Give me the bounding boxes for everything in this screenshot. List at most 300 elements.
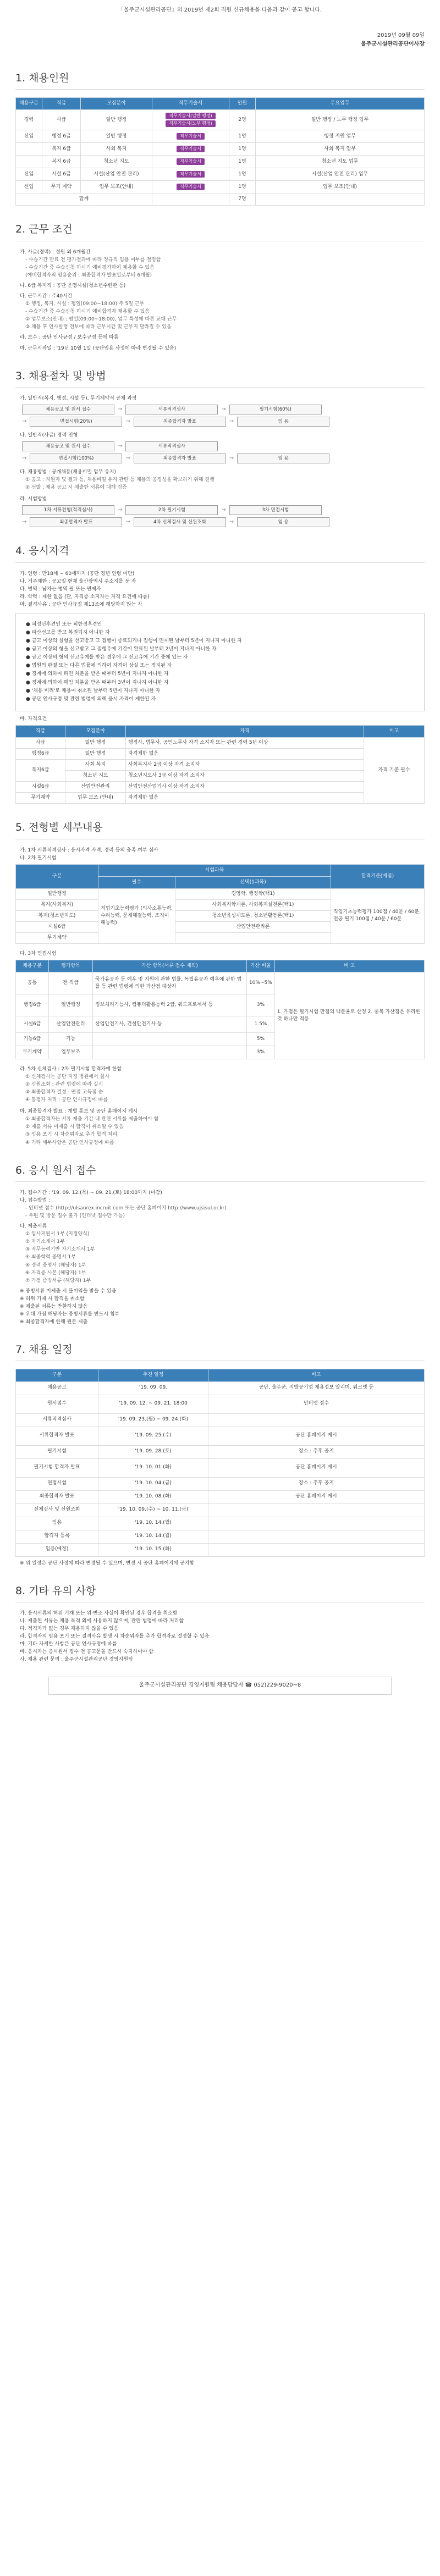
text-line: 바. 자격요건: [20, 716, 47, 722]
cell: 일반 행정: [81, 110, 152, 130]
table-row: [16, 1427, 425, 1445]
cell: 임용(예정): [16, 1543, 98, 1556]
process-row: [22, 517, 425, 527]
cell: 채용공고: [16, 1381, 98, 1395]
cell: 사회 복지: [65, 759, 126, 770]
cell: 행정6급: [16, 994, 49, 1016]
cell: 면접시험: [16, 1477, 98, 1490]
text-line: ④ 동점자 처리 : 공단 인사규정에 따름: [25, 1097, 108, 1103]
process-step: 임 용: [237, 454, 329, 463]
cell: [208, 1517, 425, 1530]
text-line: 나. 제출된 서류는 채용 목적 외에 사용하지 않으며, 관련 법령에 따라 처리함: [20, 1618, 184, 1624]
table-row: [16, 1477, 425, 1490]
text-line: 다. 3차 면접시험: [20, 951, 57, 957]
text-line: 다. 제출서류: [20, 1224, 47, 1230]
table-row: [16, 156, 425, 168]
cell: 원서접수: [16, 1395, 98, 1413]
text-line: ③ 채용 후 인사발령 전보에 따라 근무시간 및 근무지 달라질 수 있음: [25, 324, 172, 330]
text-line: ④ 기타 세부사항은 공단 인사규정에 따름: [25, 1140, 114, 1146]
text-line: - 우편 및 방문 접수 불가 (인터넷 접수만 가능): [25, 1213, 125, 1219]
header-cell: 주요업무: [256, 98, 425, 110]
section-title: 7. 채용 일정: [15, 1342, 425, 1362]
cell: 청소년육성제도론, 청소년활동론(택1): [175, 910, 331, 921]
text-line: ④ 최종학력 증명서 1부: [25, 1254, 76, 1261]
note-line: ※ 제출된 서류는 반환하지 않음: [20, 1303, 88, 1309]
process-step: 4차 신체검사 및 신원조회: [134, 517, 226, 527]
text-line: 나. 접수방법 :: [20, 1198, 51, 1204]
cell: 복지 6급: [42, 156, 81, 168]
section-title: 6. 응시 원서 접수: [15, 1163, 425, 1182]
text-line: 라. 합격자의 임용 포기 또는 결격사유 발생 시 차순위자를 추가 합격자로 결정할 수 있음: [20, 1634, 210, 1640]
org-name: 울주군시설관리공단이사장: [361, 41, 425, 47]
table-row: [16, 748, 425, 759]
cell: 시설 6급: [42, 168, 81, 181]
process-row: [22, 454, 425, 463]
cell: 전 직급: [49, 972, 93, 994]
cell: 1명: [229, 156, 256, 168]
cell: [152, 194, 229, 206]
cell: 복지 6급: [42, 143, 81, 156]
table-header-row: [16, 98, 425, 110]
cell: [93, 1046, 247, 1059]
cell: 청소년지도사 3급 이상 자격 소지자: [126, 770, 364, 781]
cell: '19. 09. 25.(수): [98, 1427, 208, 1445]
process-row: [22, 505, 425, 515]
process-step: 2차 필기시험: [125, 505, 218, 515]
contact-box: 울주군시설관리공단 경영지원팀 채용담당자 ☎ 052)229-9020~8: [48, 1677, 392, 1695]
section-application: [15, 1163, 425, 1326]
text-line: - 인터넷 접수 (http://ulsanrex.incruit.com 또는 공단 홈페이지 http://www.ujsisul.or.kr): [25, 1206, 227, 1212]
cell: 업무보조: [49, 1046, 93, 1059]
cell: 청소년 지도: [81, 156, 152, 168]
cell: 복지(청소년지도): [16, 910, 98, 921]
bullet-item: ● 징계에 의하여 파면 처분을 받은 때부터 5년이 지나지 아니한 자: [26, 671, 169, 677]
bullet-item: ● 피성년후견인 또는 피한정후견인: [26, 622, 102, 628]
cell: 장소 : 추후 공지: [208, 1445, 425, 1458]
table-row: [16, 181, 425, 194]
section-eligibility: [15, 544, 425, 804]
cell: 시설(산업 안전 관리): [81, 168, 152, 181]
text-line: - 수습기간 중 수습신청 하시기 예비합격자 채용할 수 있음: [25, 309, 150, 315]
cell: 산업안전관리: [49, 1016, 93, 1033]
header-cell: 필수: [98, 876, 175, 888]
cell: '19. 09. 09.: [98, 1381, 208, 1395]
intro-text: 「울주군시설관리공단」의 2019년 제2회 직원 신규채용을 다음과 같이 공고 합니다.: [118, 7, 322, 13]
cell: '19. 09. 28.(토): [98, 1445, 208, 1458]
table-row: [16, 1381, 425, 1395]
table-row: [16, 888, 425, 899]
section-title: 3. 채용절차 및 방법: [15, 369, 425, 388]
table-row: [16, 130, 425, 143]
text-line: ① 공고 : 지원자 및 결과 등, 채용비밀 유지 관련 등 채용의 공정성을 확보하기 위해 진행: [25, 477, 215, 483]
arrow-icon: →: [118, 507, 123, 513]
arrow-icon: →: [125, 519, 130, 526]
table-row: [16, 1490, 425, 1503]
bullet-item: ● 금고 이상의 형의 선고유예를 받은 경우에 그 선고유예 기간 중에 있는 자: [26, 655, 188, 661]
bullet-item: ● 금고 이상의 실형을 선고받고 그 집행이 종료되거나 집행이 면제된 날부터 5년이 지나지 아니한 자: [26, 638, 242, 644]
text-line: 사. 채용 관련 문의 : 울주군시설관리공단 경영지원팀: [20, 1657, 133, 1663]
job-desc-link[interactable]: 직무기술서: [177, 158, 205, 165]
text-line: 가. 사급(경력) : 정원 외 6개월간: [20, 250, 91, 256]
arrow-icon: →: [125, 418, 130, 424]
section-recruitment: [15, 71, 425, 206]
cell: '19. 10. 08.(화): [98, 1490, 208, 1503]
arrow-icon: →: [22, 418, 27, 424]
cell: 청소년 지도 업무: [256, 156, 425, 168]
header-cell: 추진 일정: [98, 1369, 208, 1381]
cell: 직업기초능력평가 100점 / 40문 / 60분, 전공 필기 100점 / 40문 / 60분: [331, 888, 425, 943]
text-line: 다. 병역 : 남자는 병역 필 또는 면제자: [20, 587, 101, 593]
header-cell: 비고: [208, 1369, 425, 1381]
disqualification-box: [15, 613, 425, 711]
cell: 공통: [16, 972, 49, 994]
cell: 일반 행정: [81, 130, 152, 143]
note-line: ※ 우대 가점 해당자는 증빙서류를 반드시 첨부: [20, 1311, 120, 1317]
text-line: 라. 보수 : 공단 인사규정 / 보수규정 등에 따름: [20, 335, 119, 341]
cell: 필기시험: [16, 1445, 98, 1458]
process-step: 임 용: [237, 417, 329, 427]
job-desc-link[interactable]: 직무기술서: [177, 184, 205, 190]
section-title: 2. 근무 조건: [15, 222, 425, 241]
table-row: [16, 1503, 425, 1517]
process-step: 채용공고 및 원서 접수: [22, 405, 114, 414]
text-line: 바. 응시자는 응시원서 접수 전 공고문을 반드시 숙지하여야 함: [20, 1649, 154, 1655]
cell: 행정 6급: [42, 130, 81, 143]
process-step: 서류적격심사: [125, 441, 218, 451]
process-step: 최종합격자 발표: [134, 454, 226, 463]
table-row: [16, 1445, 425, 1458]
cell: 장소 : 추후 공지: [208, 1477, 425, 1490]
text-line: ② 선발 : 채용 공고 시 제출한 서류에 대해 검증: [25, 485, 127, 491]
cell: 시설6급: [16, 1016, 49, 1033]
section-title: 8. 기타 유의 사항: [15, 1584, 425, 1603]
table-row: [16, 1413, 425, 1427]
cell: 일반행정: [49, 994, 93, 1016]
cell: 공단 홈페이지 게시: [208, 1458, 425, 1477]
cell: 3%: [247, 1046, 275, 1059]
cell: 신입: [16, 181, 42, 194]
text-line: ⑦ 가점 증빙서류 (해당자) 1부: [25, 1278, 91, 1284]
arrow-icon: →: [221, 406, 226, 412]
table-row: [16, 770, 425, 781]
table-row: [16, 168, 425, 181]
cell: 복지(사회복지): [16, 899, 98, 910]
header-cell: 합격기준(배점): [331, 864, 425, 888]
cell: 일반 행정: [65, 737, 126, 748]
text-line: 라. 학력 : 제한 없음 (단, 자격증 소지자는 자격 요건에 따름): [20, 594, 150, 600]
cell: 일반 행정 / 노무 행정 업무: [256, 110, 425, 130]
cell: '19. 10. 14.(월): [98, 1530, 208, 1543]
cell: 사회 복지 업무: [256, 143, 425, 156]
text-line: ② 업무보조(안내) : 평일(09:00~18:00), 업무 특성에 따른 교대 근무: [25, 317, 177, 323]
cell: 일반 행정: [65, 748, 126, 759]
section-title: 5. 전형별 세부내용: [15, 820, 425, 839]
cell: 산업안전관리: [65, 781, 126, 792]
cell: 인터넷 접수: [208, 1395, 425, 1413]
text-line: 마. 근무시작일 : '19년 10월 1일 (공단임용 사정에 따라 변경될 수 있음): [20, 345, 177, 351]
table-row: [16, 1517, 425, 1530]
cell: [175, 932, 331, 943]
process-step: 채용공고 및 원서 접수: [22, 441, 114, 451]
total-row: [16, 194, 425, 206]
cell: [256, 194, 425, 206]
note-line: ※ 증빙서류 미제출 시 불이익을 받을 수 있음: [20, 1288, 117, 1294]
text-line: 라. 5차 신체검사 : 2차 필기시험 합격자에 한함: [20, 1066, 122, 1073]
text-line: 가. 접수기간 : '19. 09. 12.(목) ~ 09. 21.(토) 18:00까지 (마감): [20, 1190, 162, 1196]
process-step: 서류적격심사: [125, 405, 218, 414]
arrow-icon: →: [229, 519, 234, 526]
header-cell: 인원: [229, 98, 256, 110]
header-cell: 구분: [16, 1369, 98, 1381]
text-line: ① 신체검사는 공단 지정 병원에서 실시: [25, 1074, 109, 1080]
table-header-row: [16, 1369, 425, 1381]
text-line: 다. 근무시간 : 주40시간: [20, 294, 73, 300]
cell: 시설6급: [16, 781, 65, 792]
exam-table: [15, 864, 425, 944]
bullet-item: ● 법원의 판결 또는 다른 법률에 의하여 자격이 상실 또는 정지된 자: [26, 663, 172, 669]
cell: 서류적격심사: [16, 1413, 98, 1427]
header-cell: 채용구분: [16, 98, 42, 110]
cell: '19. 10. 04.(금): [98, 1477, 208, 1490]
arrow-icon: →: [118, 406, 123, 412]
text-line: 마. 최종합격자 발표 : 개별 통보 및 공단 홈페이지 게시: [20, 1109, 138, 1115]
note-line: ※ 허위 기재 시 합격을 취소함: [20, 1296, 85, 1302]
header-cell: 시험과목: [98, 864, 331, 876]
header-cell: 모집분야: [81, 98, 152, 110]
total-count: 7명: [229, 194, 256, 206]
table-header-row: [16, 864, 425, 876]
cell: 사급: [42, 110, 81, 130]
header-cell: 구분: [16, 864, 98, 888]
total-label: 합계: [16, 194, 152, 206]
cell: 1명: [229, 130, 256, 143]
header-cell: 모집분야: [65, 725, 126, 737]
text-line: 나. 2차 필기시험: [20, 855, 57, 861]
text-line: - 수습기간 만료 전 평가결과에 따라 정규직 임용 여부를 결정함: [25, 257, 161, 263]
text-line: ② 신원조회 : 관련 법령에 따라 실시: [25, 1082, 103, 1088]
cell: 사급: [16, 737, 65, 748]
cell: '19. 10. 15.(화): [98, 1543, 208, 1556]
cell: [152, 181, 229, 194]
cell: 시설(산업 안전 관리) 업무: [256, 168, 425, 181]
date-block: [15, 31, 425, 49]
qualification-table: [15, 725, 425, 804]
table-row: [16, 759, 425, 770]
cell: 10%~5%: [247, 972, 275, 994]
cell: 사회 복지: [81, 143, 152, 156]
job-desc-link[interactable]: 직무기술서(노무 행정): [166, 120, 215, 127]
header-cell: 비고: [364, 725, 425, 737]
cell: 기능: [49, 1033, 93, 1046]
text-line: ① 입사지원서 1부 (지정양식): [25, 1231, 90, 1237]
header-cell: 비 고: [274, 960, 424, 972]
cell: 산업안전관리론: [175, 921, 331, 932]
process-row: [22, 417, 425, 427]
text-line: ③ 최종합격자 결정 : 면접 고득점 순: [25, 1090, 103, 1096]
cell: 3%: [247, 994, 275, 1016]
text-line: 가. 일반직(복지, 행정, 시설 등), 무기계약직 공채 과정: [20, 396, 137, 402]
cell: 경력: [16, 110, 42, 130]
process-step: 최종합격자 발표: [30, 517, 122, 527]
cell: 서류합격자 발표: [16, 1427, 98, 1445]
job-desc-link[interactable]: 직무기술서(일반 행정): [166, 113, 215, 119]
section-screening: [15, 820, 425, 1147]
text-line: ⑤ 경력 증명서 (해당자) 1부: [25, 1262, 86, 1268]
cell: '19. 10. 01.(화): [98, 1458, 208, 1477]
text-line: 다. 적격자가 없는 경우 채용하지 않을 수 있음: [20, 1626, 119, 1632]
arrow-icon: →: [22, 455, 27, 461]
cell: 공단, 울주군, 지방공기업 채용정보 알리미, 워크넷 등: [208, 1381, 425, 1395]
cell: 정보처리기능사, 컴퓨터활용능력 2급, 워드프로세서 등: [93, 994, 247, 1016]
section-title: 1. 채용인원: [15, 71, 425, 90]
text-line: 나. 일반직(사급) 경력 전형: [20, 433, 78, 439]
header-cell: 직급: [16, 725, 65, 737]
cell: 행정6급: [16, 748, 65, 759]
process-row: [22, 405, 425, 414]
arrow-icon: →: [229, 418, 234, 424]
cell: [208, 1503, 425, 1517]
cell: 청소년 지도: [65, 770, 126, 781]
cell: '19. 10. 14.(월): [98, 1517, 208, 1530]
cell: [16, 156, 42, 168]
cell: 일반행정: [16, 888, 98, 899]
header-cell: 가산 비율: [247, 960, 275, 972]
cell: 무기계약: [16, 792, 65, 803]
cell: 사회복지학개론, 사회복지실천론(택1): [175, 899, 331, 910]
recruit-table: [15, 97, 425, 206]
process-step: 3차 면접시험: [229, 505, 322, 515]
cell: 사회복지사 2급 이상 자격 소지자: [126, 759, 364, 770]
cell: '19. 10. 09.(수) ~ 10. 11.(금): [98, 1503, 208, 1517]
text-line: ① 행정, 복지, 시설 : 평일(09:00~18:00) 주 5일 근무: [25, 301, 145, 307]
bullet-item: ● 금고 이상의 형을 선고받고 그 집행유예 기간이 완료된 날부터 2년이 지나지 아니한 자: [26, 646, 217, 653]
note-line: ※ 위 일정은 공단 사정에 따라 변경될 수 있으며, 변경 시 공단 홈페이지에 공지함: [20, 1560, 195, 1566]
text-line: 다. 채용방법 : 공개채용(채용비밀 업무 유지): [20, 469, 117, 476]
arrow-icon: →: [125, 455, 130, 461]
cell: 1. 가점은 필기시험 만점의 백분율로 산정 2. 중복 가산점은 유리한 것 하나만 적용: [274, 972, 424, 1059]
table-row: [16, 1458, 425, 1477]
table-row: [16, 792, 425, 803]
cell: 공단 홈페이지 게시: [208, 1490, 425, 1503]
cell: 국가유공자 등 예우 및 지원에 관한 법률, 독립유공자 예우에 관한 법률 등 관련 법령에 의한 가산점 대상자: [93, 972, 247, 994]
cell: 1명: [229, 168, 256, 181]
cell: 5%: [247, 1033, 275, 1046]
cell: 필기시험 합격자 발표: [16, 1458, 98, 1477]
cell: [152, 168, 229, 181]
text-line: 마. 기타 자세한 사항은 공단 인사규정에 따름: [20, 1641, 117, 1648]
arrow-icon: →: [229, 455, 234, 461]
job-desc-link[interactable]: 직무기술서: [177, 146, 205, 152]
table-row: [16, 143, 425, 156]
cell: 자격 기준 필수: [364, 737, 425, 803]
cell: 신입: [16, 168, 42, 181]
cell: 신체검사 및 신원조회: [16, 1503, 98, 1517]
table-row: [16, 1530, 425, 1543]
section-work-conditions: [15, 222, 425, 352]
cell: 합격자 등록: [16, 1530, 98, 1543]
text-line: ③ 직무능력기반 자기소개서 1부: [25, 1247, 95, 1253]
text-line: (예비합격자의 임용순위 : 최종합격자 발표일로부터 6개월): [25, 273, 152, 279]
cell: [16, 143, 42, 156]
cell: [208, 1543, 425, 1556]
text-line: 나. 6급 복지직 : 공단 운영시설(청소년수련관 등): [20, 283, 126, 289]
cell: 기능6급: [16, 1033, 49, 1046]
arrow-icon: →: [221, 507, 226, 513]
arrow-icon: →: [118, 443, 123, 449]
schedule-table: [15, 1369, 425, 1556]
text-line: 가. 연령 : 만18세 ~ 60세까지 (공단 정년 연령 미만): [20, 571, 135, 577]
cell: [152, 156, 229, 168]
cell: [208, 1413, 425, 1427]
table-row: [16, 737, 425, 748]
cell: 행정사, 법무사, 공인노무사 자격 소지자 또는 관련 경력 5년 이상: [126, 737, 364, 748]
cell: [152, 143, 229, 156]
job-desc-link[interactable]: 직무기술서: [177, 133, 205, 140]
process-step: 1차 서류전형(적격심사): [22, 505, 114, 515]
cell: 무기계약: [16, 932, 98, 943]
table-header-row: [16, 960, 425, 972]
table-row: [16, 972, 425, 994]
table-row: [16, 1395, 425, 1413]
cell: 경영학, 행정학(택1): [175, 888, 331, 899]
cell: [208, 1530, 425, 1543]
text-line: 나. 거주제한 : 공고일 현재 울산광역시 주소지를 둔 자: [20, 579, 136, 584]
cell: 임용: [16, 1517, 98, 1530]
process-row: [22, 441, 425, 451]
cell: 무기계약: [16, 1046, 49, 1059]
bullet-item: ● 공단 인사규정 및 관련 법령에 의해 응시 자격이 제한된 자: [26, 696, 156, 702]
note-line: ※ 최종합격자에 한해 원본 제출: [20, 1319, 88, 1325]
job-desc-link[interactable]: 직무기술서: [177, 171, 205, 178]
cell: 신입: [16, 130, 42, 143]
cell: 1.5%: [247, 1016, 275, 1033]
header-cell: 평가항목: [49, 960, 93, 972]
arrow-icon: →: [22, 519, 27, 526]
cell: 2명: [229, 110, 256, 130]
text-line: 라. 시험방법: [20, 496, 47, 502]
section-schedule: [15, 1342, 425, 1567]
cell: 자격제한 없음: [126, 792, 364, 803]
header-cell: 선택(1과목): [175, 876, 331, 888]
announce-date: 2019년 09월 09일: [377, 32, 425, 38]
cell: [152, 130, 229, 143]
cell: 산업안전기사, 건설안전기사 등: [93, 1016, 247, 1033]
cell: 업무 보조 (안내): [65, 792, 126, 803]
cell: 업무 보조(안내): [81, 181, 152, 194]
cell: 무기 계약: [42, 181, 81, 194]
text-line: 마. 결격사유 : 공단 인사규정 제13조에 해당하지 않는 자: [20, 602, 142, 608]
cell: 산업안전산업기사 이상 자격 소지자: [126, 781, 364, 792]
table-row: [16, 781, 425, 792]
bonus-table: [15, 960, 425, 1059]
section-process: [15, 369, 425, 528]
cell: '19. 09. 12. ~ 09. 21. 18:00: [98, 1395, 208, 1413]
cell: [93, 1033, 247, 1046]
text-line: ② 자기소개서 1부: [25, 1239, 65, 1245]
process-step: 면접시험(100%): [30, 454, 122, 463]
header-cell: 직무기술서: [152, 98, 229, 110]
cell: '19. 09. 23.(월) ~ 09. 24.(화): [98, 1413, 208, 1427]
cell: 공단 홈페이지 게시: [208, 1427, 425, 1445]
bullet-item: ● 파산선고를 받고 복권되지 아니한 자: [26, 630, 110, 636]
cell: 최종합격자 발표: [16, 1490, 98, 1503]
cell: 1명: [229, 143, 256, 156]
section-title: 4. 응시자격: [15, 544, 425, 563]
text-line: ⑥ 자격증 사본 (해당자) 1부: [25, 1270, 86, 1276]
table-header-row: [16, 725, 425, 737]
section-notes: [15, 1584, 425, 1695]
cell: 직업기초능력평가 (의사소통능력, 수리능력, 문제해결능력, 조직이해능력): [98, 888, 175, 943]
